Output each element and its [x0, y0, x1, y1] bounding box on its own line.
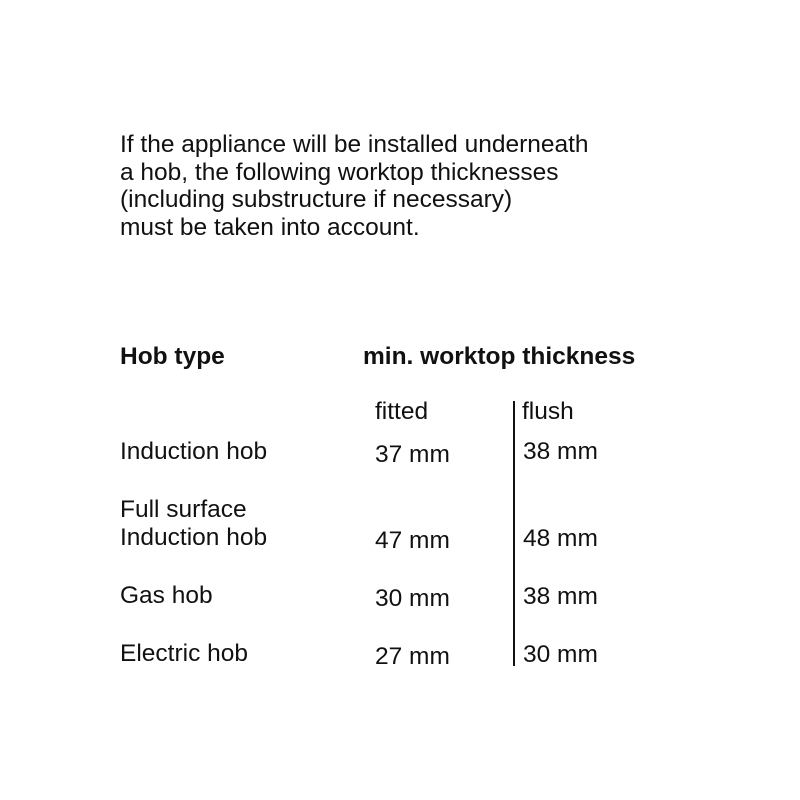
hob-name: Induction hob: [120, 438, 268, 465]
row-full-surface-induction-hob-name: [120, 496, 267, 551]
intro-line: must be taken into account.: [120, 213, 420, 241]
row-induction-hob-fitted: 37 mm: [375, 441, 450, 468]
hob-name: Induction hob: [120, 523, 268, 551]
row-full-surface-induction-hob-flush: 48 mm: [523, 525, 598, 552]
intro-line: a hob, the following worktop thicknesses: [120, 158, 559, 186]
subheader-flush: flush: [522, 398, 574, 425]
hob-name: Full surface: [120, 496, 247, 523]
row-induction-hob-flush: 38 mm: [523, 438, 598, 465]
header-min-thickness: min. worktop thickness: [363, 343, 636, 370]
row-full-surface-induction-hob-fitted: 47 mm: [375, 527, 450, 554]
row-electric-hob-fitted: 27 mm: [375, 643, 450, 670]
row-gas-hob-flush: 38 mm: [523, 583, 598, 610]
intro-line: (including substructure if necessary): [120, 186, 513, 213]
subheader-fitted: fitted: [375, 398, 429, 425]
hob-name: Electric hob: [120, 640, 249, 667]
row-electric-hob-name: [120, 640, 248, 668]
row-gas-hob-name: [120, 582, 213, 610]
row-electric-hob-flush: 30 mm: [523, 641, 598, 668]
intro-line: If the appliance will be installed underneath: [120, 131, 589, 158]
intro-paragraph: [120, 131, 760, 241]
hob-name: Gas hob: [120, 582, 213, 609]
row-gas-hob-fitted: 30 mm: [375, 585, 450, 612]
header-hob-type: Hob type: [120, 343, 225, 370]
row-induction-hob-name: [120, 438, 267, 466]
column-divider: [513, 401, 515, 666]
